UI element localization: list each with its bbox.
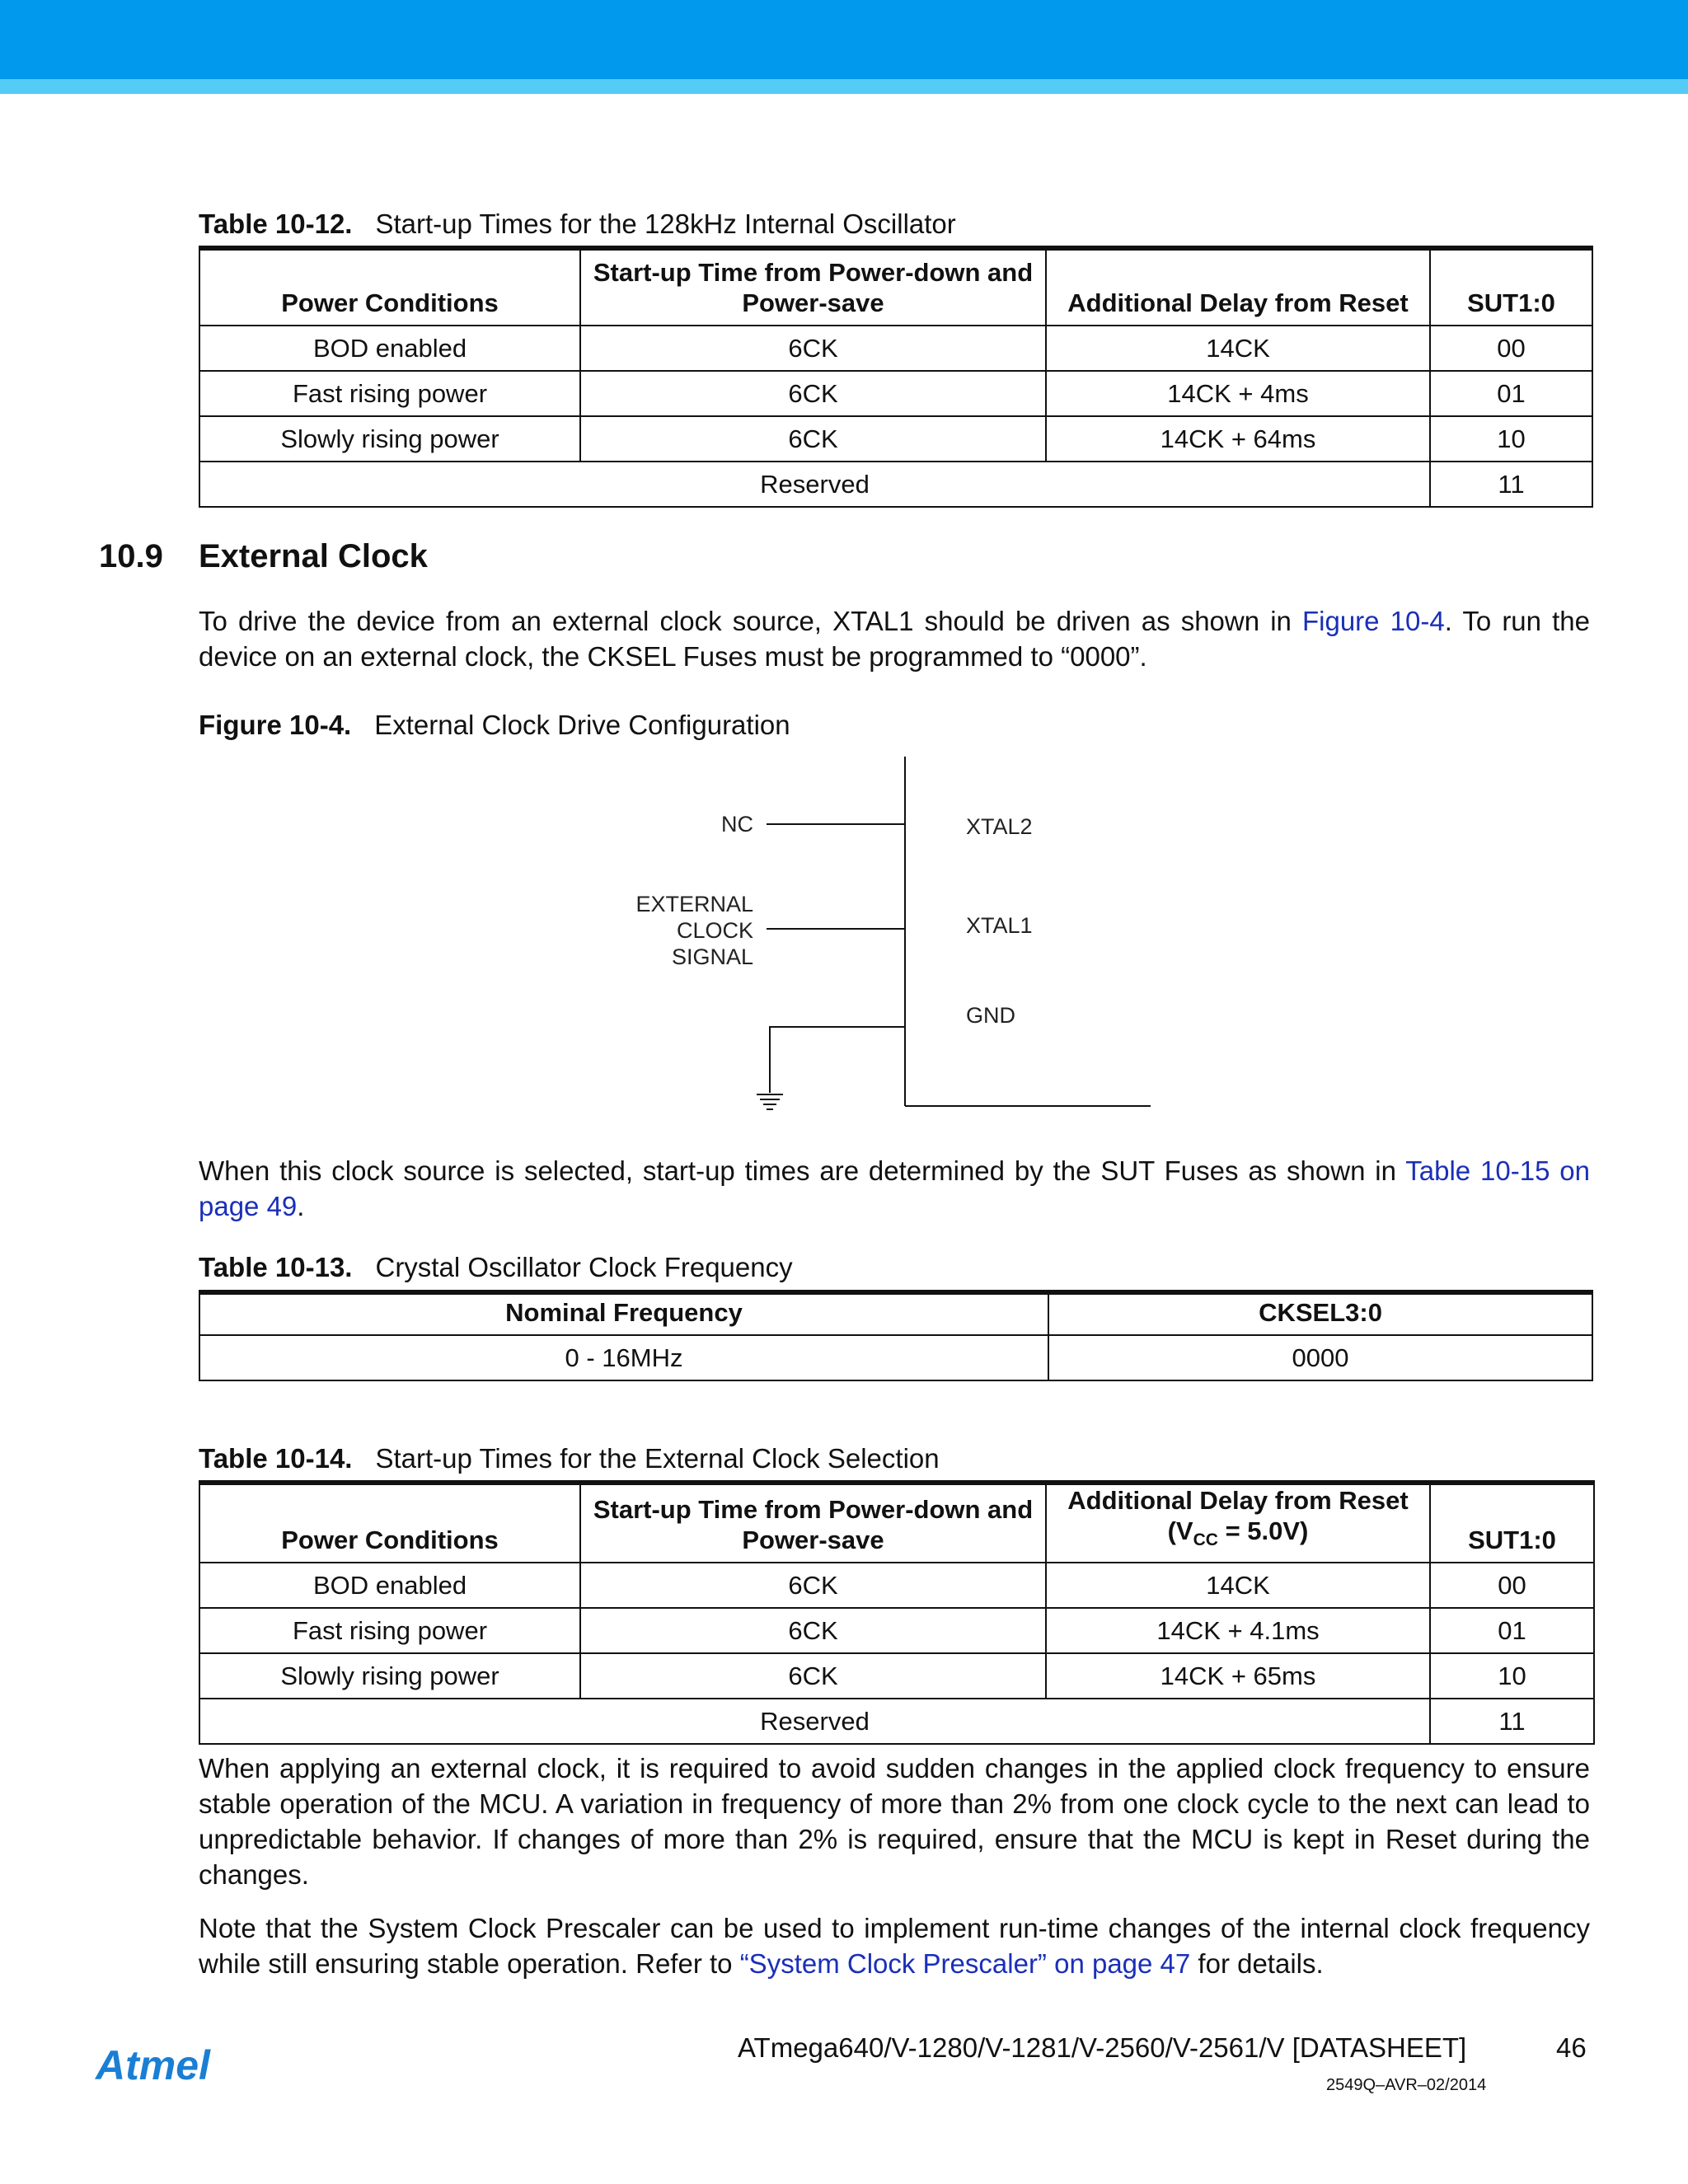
paragraph-sut-fuses [199,1153,1590,1224]
signal-label: SIGNAL [671,944,753,969]
table-row [199,1563,1594,1608]
reserved-cell: Reserved [199,462,1430,507]
xtal1-label: XTAL1 [966,913,1033,938]
caption-title: External Clock Drive Configuration [374,710,790,740]
table-cell: 0 - 16MHz [199,1335,1048,1380]
table-cell: 00 [1430,326,1592,371]
header-cell: Power Conditions [199,1483,580,1563]
table-cell: 6CK [580,371,1046,416]
atmel-logo [94,2040,238,2089]
table-row [199,1699,1594,1744]
section-number: 10.9 [99,538,163,574]
table-cell: 11 [1430,462,1592,507]
table-cell: 11 [1430,1699,1594,1744]
table-10-13 [199,1290,1593,1381]
page-number: 46 [1556,2032,1587,2063]
reserved-cell: Reserved [199,1699,1430,1744]
para-text: . To run the device on an external clock, the CKSEL Fuses must be programmed to “0000”. [199,606,1590,672]
table-row [199,1608,1594,1653]
header-cell: Nominal Frequency [199,1292,1048,1335]
paragraph-frequency-changes: When applying an external clock, it is required to avoid sudden changes in the applied clock frequency to ensure stable operation of the MCU. A variation in frequency of more than 2% from one clock cycle to the next can lead to unpredictable behavior. If changes of more than 2% is required, ensure that the MCU is kept in Reset during the changes. [199,1753,1590,1890]
table-cell: 0000 [1048,1335,1592,1380]
table-cell: 6CK [580,1653,1046,1699]
table-10-14-caption [199,1442,940,1475]
caption-number: Table 10-13. [199,1252,353,1282]
vcc-subscript: CC [1193,1530,1218,1550]
table-cell: 10 [1430,1653,1594,1699]
table-cell: Fast rising power [199,1608,580,1653]
table-row [199,1653,1594,1699]
table-cell: Slowly rising power [199,1653,580,1699]
table-cell: 01 [1430,1608,1594,1653]
document-title: ATmega640/V-1280/V-1281/V-2560/V-2561/V [DATASHEET] [738,2032,1467,2063]
header-cell: SUT1:0 [1430,248,1592,326]
table-cell: 14CK [1046,1563,1430,1608]
vcc-value: = 5.0V) [1217,1516,1309,1545]
table-cell: 14CK + 4.1ms [1046,1608,1430,1653]
header-line: Additional Delay from Reset [1067,1486,1409,1515]
table-cell: Slowly rising power [199,416,580,462]
caption-number: Table 10-14. [199,1443,353,1474]
paragraph-prescaler [199,1910,1590,1981]
header-cell: Start-up Time from Power-down and Power-save [580,1483,1046,1563]
table-cell: 01 [1430,371,1592,416]
table-cell: 6CK [580,416,1046,462]
para-text: for details. [1190,1948,1324,1979]
caption-number: Table 10-12. [199,209,353,239]
table-cell: BOD enabled [199,1563,580,1608]
table-cell: 00 [1430,1563,1594,1608]
caption-title: Start-up Times for the 128kHz Internal Oscillator [375,209,956,239]
section-title: External Clock [199,538,428,574]
para-text: To drive the device from an external clock source, XTAL1 should be driven as shown in [199,606,1302,636]
table-cell: 6CK [580,1563,1046,1608]
caption-number: Figure 10-4. [199,710,352,740]
header-cell: CKSEL3:0 [1048,1292,1592,1335]
header-cell: Additional Delay from Reset [1046,248,1430,326]
table-cell: 10 [1430,416,1592,462]
table-cell: Fast rising power [199,371,580,416]
para-text: . [297,1191,305,1221]
table-cell: 6CK [580,326,1046,371]
xtal2-label: XTAL2 [966,814,1033,839]
table-cell: 14CK + 4ms [1046,371,1430,416]
table-row [199,1335,1592,1380]
prescaler-link[interactable]: “System Clock Prescaler” on page 47 [739,1948,1191,1979]
gnd-wire [770,1027,905,1093]
logo-text: Atmel [96,2042,210,2088]
table-cell: BOD enabled [199,326,580,371]
header-cell: Start-up Time from Power-down and Power-save [580,248,1046,326]
external-label: EXTERNAL [635,892,753,916]
table-cell: 14CK [1046,326,1430,371]
clock-label: CLOCK [676,918,753,943]
table-10-13-caption [199,1251,793,1284]
para-text: When this clock source is selected, start-up times are determined by the SUT Fuses as shown in [199,1155,1406,1186]
caption-title: Start-up Times for the External Clock Selection [375,1443,940,1474]
header-cell: Power Conditions [199,248,580,326]
ground-symbol-icon [757,1094,783,1109]
table-cell: 14CK + 65ms [1046,1653,1430,1699]
table-cell: 6CK [580,1608,1046,1653]
header-cell: SUT1:0 [1430,1483,1594,1563]
para-text: Note that the System Clock Prescaler can be used to implement run-time changes of the internal clock frequency while still ensuring stable operation. Refer to [199,1913,1590,1979]
gnd-label: GND [966,1003,1015,1028]
caption-title: Crystal Oscillator Clock Frequency [375,1252,793,1282]
nc-label: NC [721,812,753,837]
figure-link[interactable]: Figure 10-4 [1301,606,1445,636]
table-cell: 14CK + 64ms [1046,416,1430,462]
vcc-symbol: V [1175,1516,1193,1545]
header-cell: Additional Delay from Reset $(V_{CC} = 5.0V)$ [1046,1483,1430,1563]
revision-code: 2549Q–AVR–02/2014 [1326,2076,1487,2094]
table-10-14 [199,1480,1595,1745]
table-link[interactable]: Table 10-15 on page 49 [199,1155,1590,1221]
